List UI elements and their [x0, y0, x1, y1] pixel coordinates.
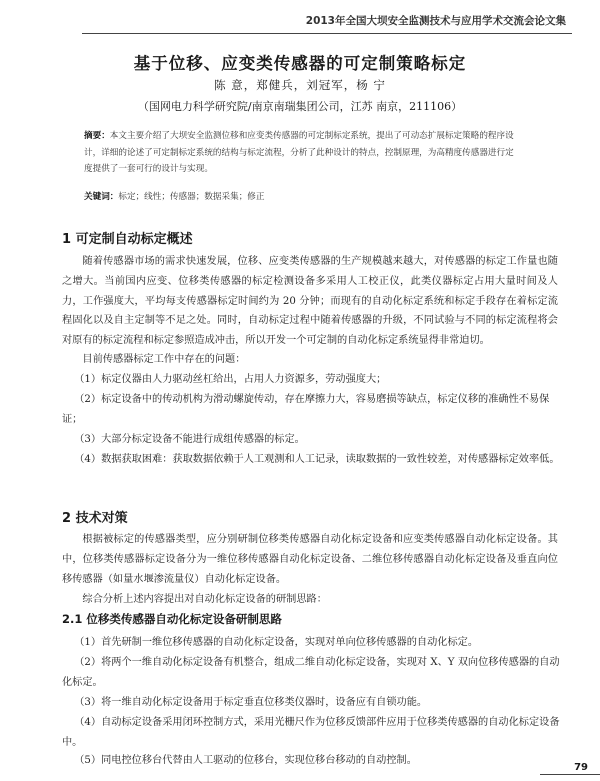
abstract-label: 摘要： [84, 131, 110, 141]
abstract [84, 128, 514, 178]
approach-item-1: （1）首先研制一维位移传感器的自动化标定设备，实现对单向位移传感器的自动化标定。 [74, 637, 479, 648]
approach-item-3: （3）将一维自动化标定设备用于标定垂直位移类仪器时，设备应有自锁功能。 [74, 697, 428, 708]
keywords-label: 关键词： [84, 192, 119, 202]
approach-item-4: （4）自动标定设备采用闭环控制方式，采用光栅尺作为位移反馈部件应用于位移类传感器的自动化标定设备中。 [62, 717, 560, 748]
section-1-heading: 1 可定制自动标定概述 [62, 232, 193, 247]
keywords-text: 标定；线性；传感器；数据采集；修正 [118, 192, 265, 202]
affiliation: （国网电力科学研究院/南京南瑞集团公司，江苏 南京，211106） [137, 100, 463, 113]
section-1-paragraph-2: 目前传感器标定工作中存在的问题： [82, 354, 246, 365]
problem-item-3: （3）大部分标定设备不能进行成组传感器的标定。 [74, 434, 305, 445]
section-1-paragraph-1: 随着传感器市场的需求快速发展，位移、应变类传感器的生产规模越来越大，对传感器的标定工作量也随之增大。当前国内应变、位移类传感器的标定检测设备多采用人工校正仪，此类仪器标定占用大量时间及人力，工作强度大，平均每支传感器标定时间约为 20 分钟；而现有的自动化标定系统和标定手段存在着标定流程固化以及自主定制等不足之处。同时，自动标定过程中随着传感器的升级，不同试验与不同的标定流程将会对原有的标定流程和标定参照造成冲击，所以开发一个可定制的自动化标定系统显得非常迫切。 [62, 256, 558, 347]
problem-item-1: （1）标定仪器由人力驱动丝杠给出，占用人力资源多，劳动强度大； [74, 374, 387, 385]
abstract-text: 本文主要介绍了大坝安全监测位移和应变类传感器的可定制标定系统，提出了可动态扩展标定策略的程序设计，详细的论述了可定制标定系统的结构与标定流程，分析了此种设计的特点，控制原理，为高精度传感器进行定度提供了一套可行的设计与实现。 [84, 131, 514, 174]
approach-item-2: （2）将两个一维自动化标定设备有机整合，组成二维自动化标定设备，实现对 X、Y 双向位移传感器的自动化标定。 [62, 657, 560, 688]
page-number: 79 [574, 762, 588, 773]
header-rule [82, 33, 572, 34]
keywords [84, 190, 514, 202]
footer-rule [540, 774, 600, 775]
paper-title: 基于位移、应变类传感器的可定制策略标定 [133, 54, 467, 73]
section-2-paragraph-2: 综合分析上述内容提出对自动化标定设备的研制思路： [82, 594, 327, 605]
section-2-heading: 2 技术对策 [62, 511, 128, 526]
section-2-paragraph-1: 根据被标定的传感器类型，应分别研制位移类传感器自动化标定设备和应变类传感器自动化标定设备。其中，位移类传感器标定设备分为一维位移传感器自动化标定设备、二维位移传感器自动化标定设备及垂直向位移传感器（如量水堰渗流量仪）自动化标定设备。 [62, 534, 558, 585]
problem-item-4: （4）数据获取困难：获取数据依赖于人工观测和人工记录，读取数据的一致性较差，对传感器标定效率低。 [74, 454, 560, 465]
problem-item-2: （2）标定设备中的传动机构为滑动螺旋传动，存在摩擦力大，容易磨损等缺点，标定仪移的准确性不易保证； [62, 394, 550, 425]
running-head: 2013年全国大坝安全监测技术与应用学术交流会论文集 [305, 15, 566, 27]
authors: 陈 意，郑健兵，刘冠军，杨 宁 [214, 78, 386, 92]
approach-item-5: （5）同电控位移台代替由人工驱动的位移台，实现位移台移动的自动控制。 [74, 755, 417, 766]
section-2-1-heading: 2.1 位移类传感器自动化标定设备研制思路 [62, 612, 282, 626]
